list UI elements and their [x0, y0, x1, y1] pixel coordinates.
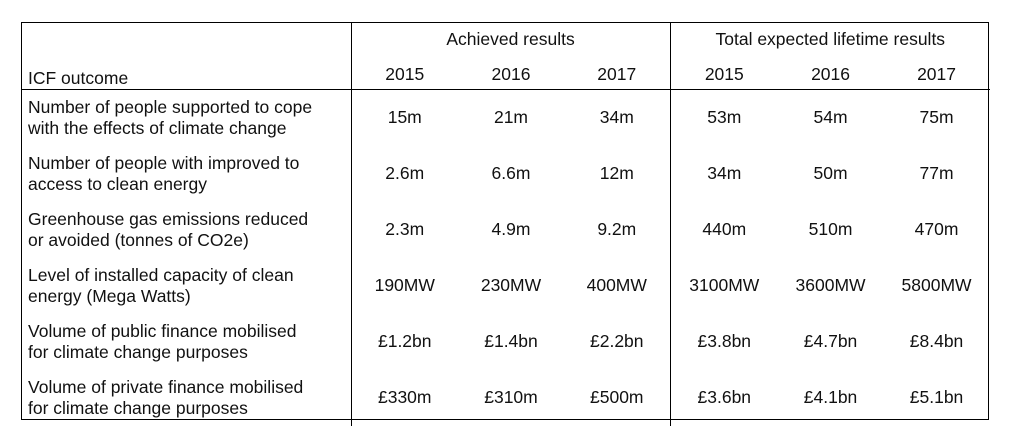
value-cell: 34m [564, 90, 670, 146]
value-cell: £4.7bn [803, 331, 858, 351]
value-cell: 54m [813, 107, 848, 128]
value-cell: 440m [702, 219, 747, 239]
value-cell: £330m [377, 387, 432, 407]
group-header-lifetime: Total expected lifetime results [715, 29, 946, 49]
value-cell: £8.4bn [909, 331, 964, 351]
value-cell: 34m [707, 163, 742, 183]
value-cell: £500m [564, 370, 670, 426]
outcome-label: Volume of public finance mobilised for climate change purposes [22, 314, 351, 370]
value-cell: £4.1bn [803, 387, 858, 407]
value-cell: 75m [919, 107, 954, 128]
value-cell: 77m [919, 163, 954, 183]
value-cell: 4.9m [491, 219, 531, 239]
value-cell: 50m [813, 163, 848, 183]
group-header-achieved: Achieved results [351, 23, 670, 59]
value-cell: £1.2bn [377, 331, 432, 351]
value-cell: 3100MW [689, 275, 760, 295]
value-cell: £3.6bn [697, 387, 752, 407]
value-cell: 400MW [564, 258, 670, 314]
value-cell: £3.8bn [697, 331, 752, 351]
results-table [22, 23, 990, 426]
outcome-label: Greenhouse gas emissions reduced or avoided (tonnes of CO2e) [22, 202, 351, 258]
table-row [22, 370, 990, 426]
value-cell: 2.6m [385, 163, 425, 183]
value-cell: £2.2bn [564, 314, 670, 370]
value-cell: 190MW [374, 275, 435, 295]
value-cell: 2.3m [385, 219, 425, 239]
value-cell: 12m [564, 146, 670, 202]
outcome-label: Volume of private finance mobilised for climate change purposes [22, 370, 351, 426]
value-cell: 230MW [480, 275, 542, 295]
table-row [22, 146, 990, 202]
value-cell: 5800MW [901, 275, 972, 295]
value-cell: 53m [707, 107, 742, 128]
year-header: 2016 [491, 63, 531, 84]
outcome-column-header: ICF outcome [22, 23, 351, 90]
value-cell: 3600MW [795, 275, 866, 295]
value-cell: 15m [387, 107, 422, 128]
value-cell: £5.1bn [909, 387, 964, 407]
value-cell: 9.2m [564, 202, 670, 258]
value-cell: 21m [493, 107, 529, 128]
table-row [22, 314, 990, 370]
value-cell: 470m [914, 219, 959, 239]
year-header: 2016 [811, 63, 850, 84]
value-cell: 510m [808, 219, 853, 239]
year-header: 2015 [385, 63, 425, 84]
outcome-label: Level of installed capacity of clean energy (Mega Watts) [22, 258, 351, 314]
value-cell: £310m [484, 387, 538, 407]
value-cell: £1.4bn [484, 331, 538, 351]
value-cell: 6.6m [491, 163, 531, 183]
table-row [22, 202, 990, 258]
year-header: 2015 [704, 63, 744, 84]
year-header: 2017 [917, 63, 956, 84]
outcome-label: Number of people supported to cope with the effects of climate change [22, 90, 351, 146]
table-row [22, 90, 990, 146]
outcome-label: Number of people with improved to access to clean energy [22, 146, 351, 202]
icf-results-table [21, 22, 989, 420]
table-row [22, 258, 990, 314]
header-row-groups [22, 23, 990, 59]
year-header: 2017 [564, 59, 670, 90]
